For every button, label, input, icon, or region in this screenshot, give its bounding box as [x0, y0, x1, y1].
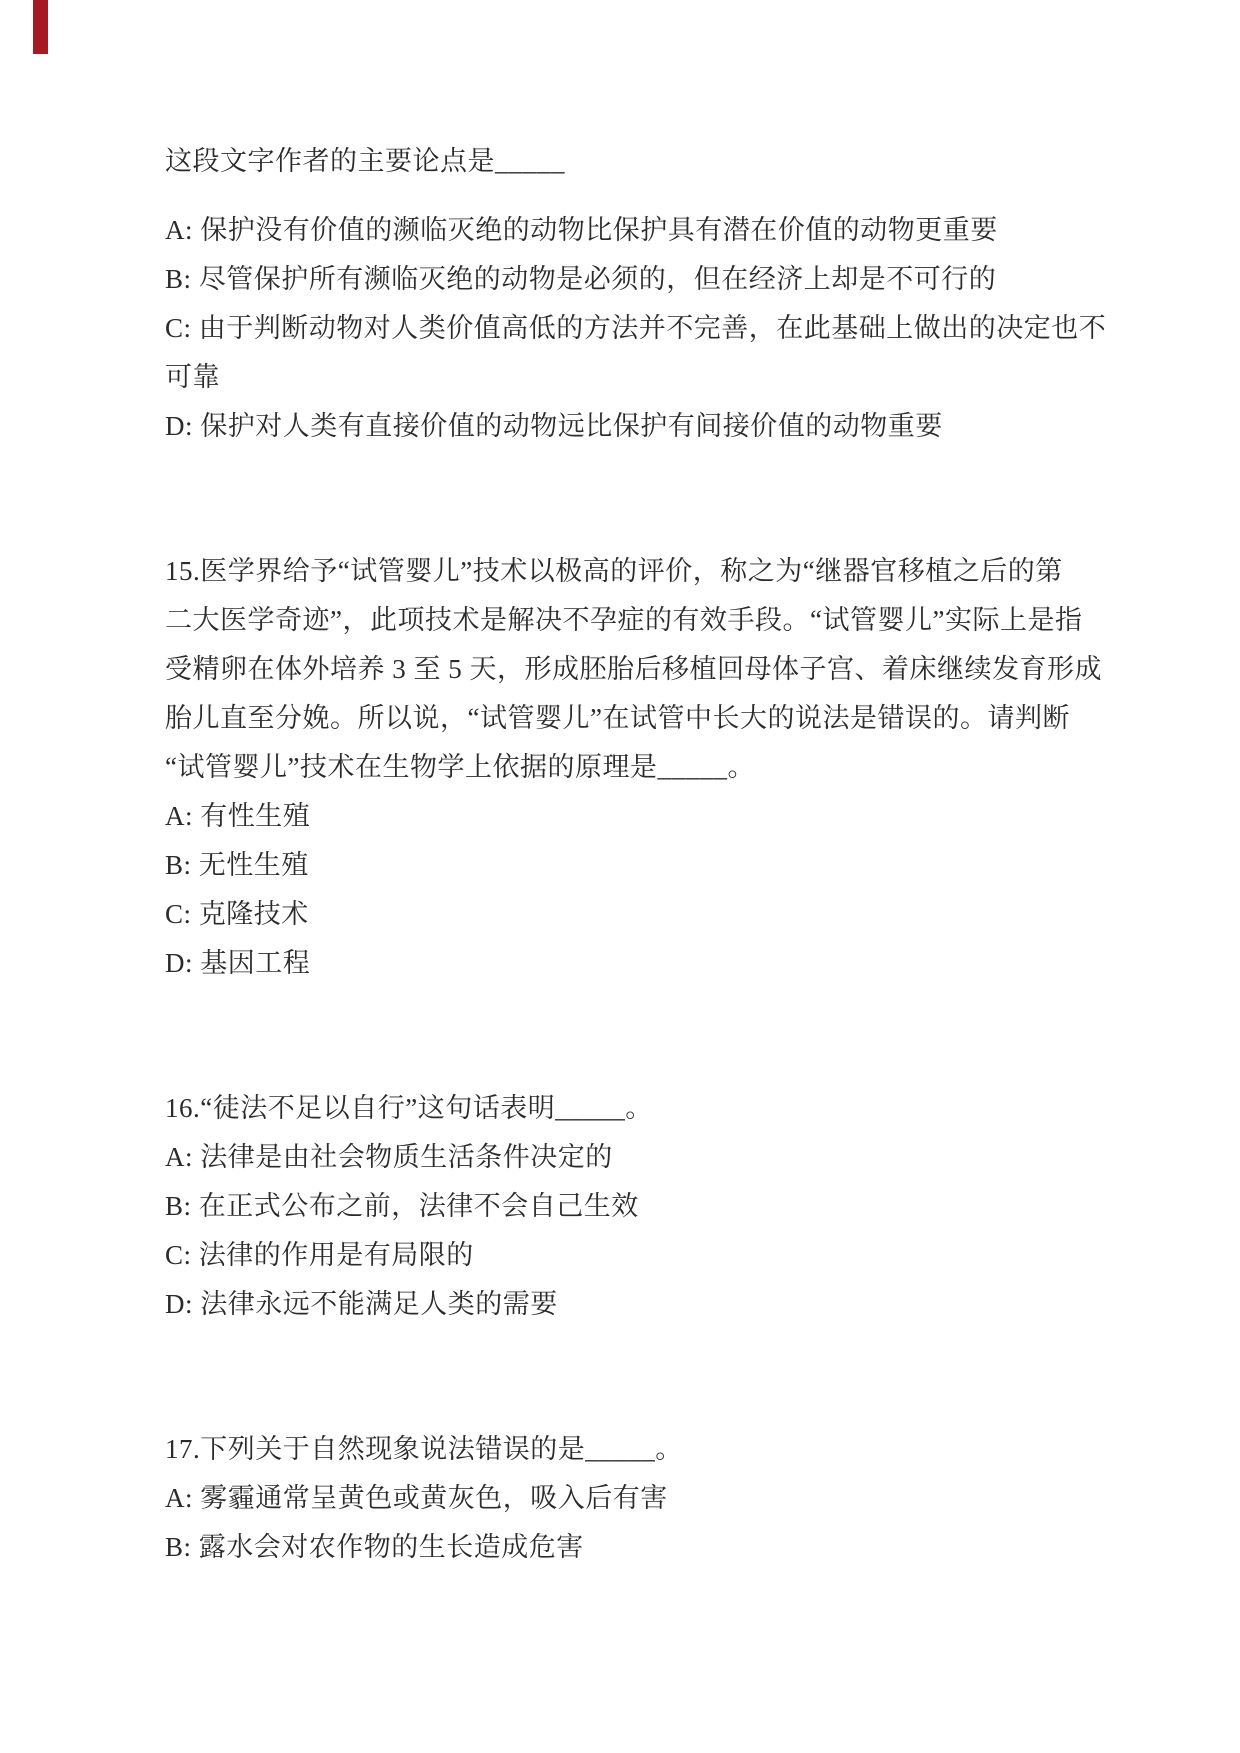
q15-option-d: D: 基因工程 [165, 948, 311, 978]
q14-stem-line: 这段文字作者的主要论点是_____ [165, 146, 565, 176]
question-block-17 [165, 1425, 1090, 1572]
q15-option-c: C: 克隆技术 [165, 899, 309, 929]
q15-option-b: B: 无性生殖 [165, 850, 309, 880]
q15-stem-line-5: “试管婴儿”技术在生物学上依据的原理是_____。 [165, 752, 755, 782]
q17-stem-line: 17.下列关于自然现象说法错误的是_____。 [165, 1434, 683, 1464]
q17-option-b: B: 露水会对农作物的生长造成危害 [165, 1532, 584, 1562]
q15-stem-line-1: 15.医学界给予“试管婴儿”技术以极高的评价，称之为“继器官移植之后的第 [165, 556, 1063, 586]
q14-option-a: A: 保护没有价值的濒临灭绝的动物比保护具有潜在价值的动物更重要 [165, 215, 998, 245]
question-block-15 [165, 547, 1102, 988]
q14-option-d: D: 保护对人类有直接价值的动物远比保护有间接价值的动物重要 [165, 411, 943, 441]
q17-option-a: A: 雾霾通常呈黄色或黄灰色，吸入后有害 [165, 1483, 668, 1513]
q15-stem-line-4: 胎儿直至分娩。所以说，“试管婴儿”在试管中长大的说法是错误的。请判断 [165, 703, 1070, 733]
q16-stem-line: 16.“徒法不足以自行”这句话表明_____。 [165, 1093, 653, 1123]
q16-option-d: D: 法律永远不能满足人类的需要 [165, 1289, 558, 1319]
q16-option-c: C: 法律的作用是有局限的 [165, 1240, 474, 1270]
q15-stem-line-3: 受精卵在体外培养 3 至 5 天，形成胚胎后移植回母体子宫、着床继续发育形成 [165, 654, 1102, 684]
q15-option-a: A: 有性生殖 [165, 801, 311, 831]
q16-option-b: B: 在正式公布之前，法律不会自己生效 [165, 1191, 639, 1221]
question-block-16 [165, 1084, 1090, 1329]
red-corner-marker [33, 0, 48, 54]
question-block-14-continued [165, 137, 1107, 451]
q16-option-a: A: 法律是由社会物质生活条件决定的 [165, 1142, 613, 1172]
q14-option-b: B: 尽管保护所有濒临灭绝的动物是必须的，但在经济上却是不可行的 [165, 264, 997, 294]
q14-option-c-line1: C: 由于判断动物对人类价值高低的方法并不完善，在此基础上做出的决定也不 [165, 313, 1107, 343]
q14-option-c-line2: 可靠 [165, 362, 220, 392]
q15-stem-line-2: 二大医学奇迹”，此项技术是解决不孕症的有效手段。“试管婴儿”实际上是指 [165, 605, 1083, 635]
